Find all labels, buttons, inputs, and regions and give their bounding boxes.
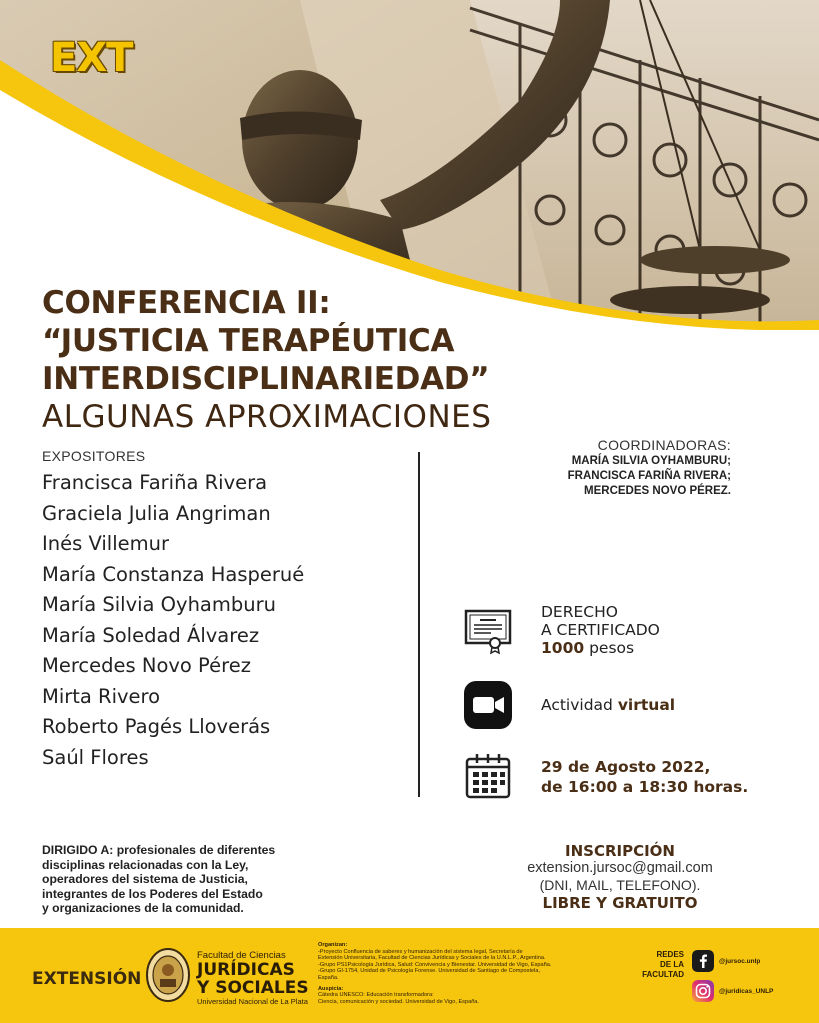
instagram-handle[interactable]: @juridicas_UNLP bbox=[719, 987, 774, 995]
conference-title bbox=[42, 284, 782, 436]
facebook-handle[interactable]: @jursoc.unlp bbox=[719, 957, 761, 965]
speaker-name: Graciela Julia Angriman bbox=[42, 501, 271, 525]
organizers-text bbox=[318, 942, 608, 1005]
activity-prefix: Actividad bbox=[541, 696, 618, 714]
speaker-name: María Silvia Oyhamburu bbox=[42, 593, 276, 616]
date-info bbox=[463, 752, 748, 802]
target-line: DIRIGIDO A: profesionales de diferentes bbox=[42, 843, 276, 857]
organizer-line: -Proyecto Confluencia de saberes y humanización del sistema legal, Secretaría de bbox=[318, 948, 523, 955]
video-camera-icon bbox=[463, 680, 513, 730]
calendar-icon bbox=[463, 752, 513, 802]
speaker-name: Roberto Pagés Lloverás bbox=[42, 715, 271, 738]
speaker-name: Inés Villemur bbox=[42, 532, 169, 555]
speakers-label: EXPOSITORES bbox=[42, 448, 146, 464]
activity-mode: virtual bbox=[617, 696, 676, 714]
organizer-line: -Grupo PS1Psicología Jurídica, Salud: Convivencia y Bienestar. Universidad de Vigo, España. bbox=[318, 961, 552, 968]
organizan-label: Organizan: bbox=[318, 942, 348, 948]
inscription-email[interactable]: extension.jursoc@gmail.com bbox=[527, 860, 713, 876]
coordinator-name: MERCEDES NOVO PÉREZ. bbox=[584, 485, 731, 497]
subtitle: ALGUNAS APROXIMACIONES bbox=[42, 399, 492, 435]
instagram-link[interactable] bbox=[692, 980, 773, 1002]
social-label bbox=[632, 950, 684, 980]
faculty-logo bbox=[197, 950, 309, 1006]
faculty-university: Universidad Nacional de La Plata bbox=[197, 997, 308, 1006]
inscription-title: INSCRIPCIÓN bbox=[565, 842, 675, 860]
speaker-name: Mirta Rivero bbox=[42, 684, 161, 708]
speakers-list bbox=[42, 448, 402, 773]
inscription-requirements: (DNI, MAIL, TELEFONO). bbox=[539, 877, 701, 893]
title-line-1: CONFERENCIA II: bbox=[42, 285, 331, 321]
facebook-icon[interactable] bbox=[692, 950, 714, 972]
auspicia-line: Cátedra UNESCO: Educación transformadora: bbox=[318, 992, 434, 999]
certificate-currency: pesos bbox=[584, 639, 635, 657]
certificate-line-2: A CERTIFICADO bbox=[541, 621, 660, 639]
speaker-name: María Constanza Hasperué bbox=[42, 562, 305, 586]
coordinator-name: MARÍA SILVIA OYHAMBURU; bbox=[571, 455, 731, 467]
redes-line-3: FACULTAD bbox=[642, 970, 684, 979]
redes-line-1: REDES bbox=[656, 950, 684, 959]
faculty-top: Facultad de Ciencias bbox=[197, 950, 286, 961]
date-line-2: de 16:00 a 18:30 horas. bbox=[541, 778, 749, 796]
inscription-block bbox=[500, 842, 740, 912]
facebook-link[interactable] bbox=[692, 950, 760, 972]
certificate-icon bbox=[463, 605, 513, 655]
target-line: integrantes de los Poderes del Estado bbox=[42, 886, 263, 901]
extension-label: EXTENSIÓN bbox=[32, 969, 142, 989]
hero-image bbox=[0, 0, 819, 330]
activity-info bbox=[463, 680, 675, 730]
ext-logo: EXT bbox=[50, 35, 133, 81]
date-line-1: 29 de Agosto 2022, bbox=[541, 758, 711, 776]
organizer-line: -Grupo GI-1754, Unidad de Psicología Forense. Universidad de Santiago de Compostela, bbox=[318, 968, 541, 975]
auspicia-line: Ciencia, comunicación y sociedad. Universidad de Vigo, España. bbox=[318, 998, 479, 1005]
target-line: disciplinas relacionadas con la Ley, bbox=[42, 857, 249, 872]
coordinator-name: FRANCISCA FARIÑA RIVERA; bbox=[567, 470, 731, 482]
target-line: operadores del sistema de Justicia, bbox=[42, 872, 248, 886]
certificate-info bbox=[463, 603, 660, 657]
faculty-line-2: Y SOCIALES bbox=[197, 978, 309, 998]
title-line-2: “JUSTICIA TERAPÉUTICA bbox=[42, 323, 455, 359]
title-line-3: INTERDISCIPLINARIEDAD” bbox=[42, 361, 490, 397]
target-line: y organizaciones de la comunidad. bbox=[42, 901, 244, 915]
speaker-name: Francisca Fariña Rivera bbox=[42, 471, 268, 494]
coordinators-label: COORDINADORAS: bbox=[597, 437, 731, 453]
redes-line-2: DE LA bbox=[660, 960, 684, 969]
organizer-line: Extensión Universitaria, Facultad de Ciencias Jurídicas y Sociales de la U.N.L.P., Argentina. bbox=[318, 955, 546, 962]
auspicia-label: Auspicia: bbox=[318, 985, 344, 992]
speaker-name: Mercedes Novo Pérez bbox=[42, 654, 251, 677]
inscription-free: LIBRE Y GRATUITO bbox=[542, 894, 698, 912]
certificate-line-1: DERECHO bbox=[541, 603, 618, 621]
speaker-name: Saúl Flores bbox=[42, 745, 149, 769]
university-seal-icon bbox=[146, 948, 190, 1002]
target-audience bbox=[42, 843, 362, 916]
coordinators bbox=[431, 437, 731, 499]
vertical-divider bbox=[418, 452, 420, 797]
instagram-icon[interactable] bbox=[692, 980, 714, 1002]
footer bbox=[0, 928, 819, 1023]
speaker-name: María Soledad Álvarez bbox=[42, 623, 260, 647]
certificate-price: 1000 bbox=[541, 639, 585, 657]
organizer-line: España. bbox=[318, 974, 339, 981]
faculty-line-1: JURÍDICAS bbox=[197, 960, 295, 980]
